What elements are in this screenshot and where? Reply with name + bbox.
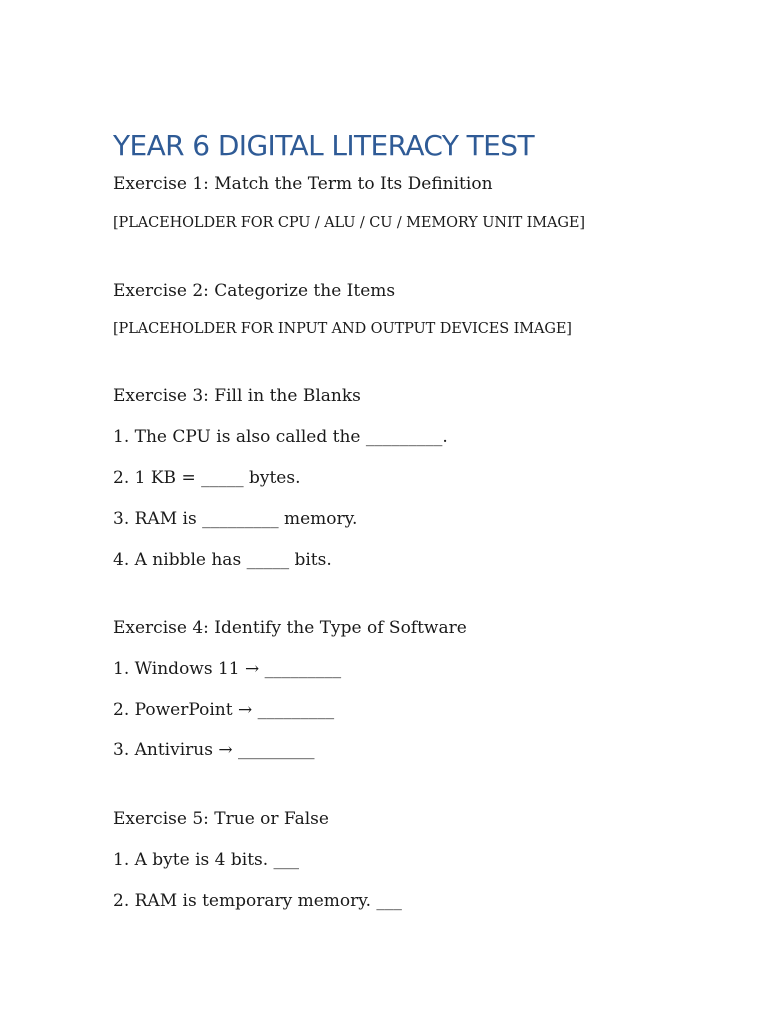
exercise-5-heading: Exercise 5: True or False: [113, 809, 329, 829]
exercise-3-heading: Exercise 3: Fill in the Blanks: [113, 386, 361, 406]
exercise-5-item-2: 2. RAM is temporary memory. ___: [113, 891, 402, 911]
exercise-2-heading: Exercise 2: Categorize the Items: [113, 281, 396, 301]
exercise-5-item-1: 1. A byte is 4 bits. ___: [113, 850, 300, 870]
exercise-4-item-3: 3. Antivirus → _________: [113, 740, 315, 760]
exercise-3-item-3: 3. RAM is _________ memory.: [113, 509, 358, 529]
exercise-3-item-1: 1. The CPU is also called the _________.: [113, 427, 448, 447]
page-title: YEAR 6 DIGITAL LITERACY TEST: [113, 129, 534, 162]
exercise-4-item-2: 2. PowerPoint → _________: [113, 700, 335, 720]
exercise-3-item-4: 4. A nibble has _____ bits.: [113, 550, 332, 570]
exercise-1-heading: Exercise 1: Match the Term to Its Definition: [113, 174, 493, 194]
exercise-2-image-placeholder: [PLACEHOLDER FOR INPUT AND OUTPUT DEVICES IMAGE]: [113, 321, 572, 337]
exercise-4-item-1: 1. Windows 11 → _________: [113, 659, 342, 679]
exercise-3-item-2: 2. 1 KB = _____ bytes.: [113, 468, 301, 488]
exercise-1-image-placeholder: [PLACEHOLDER FOR CPU / ALU / CU / MEMORY UNIT IMAGE]: [113, 215, 585, 231]
exercise-4-heading: Exercise 4: Identify the Type of Software: [113, 618, 467, 638]
